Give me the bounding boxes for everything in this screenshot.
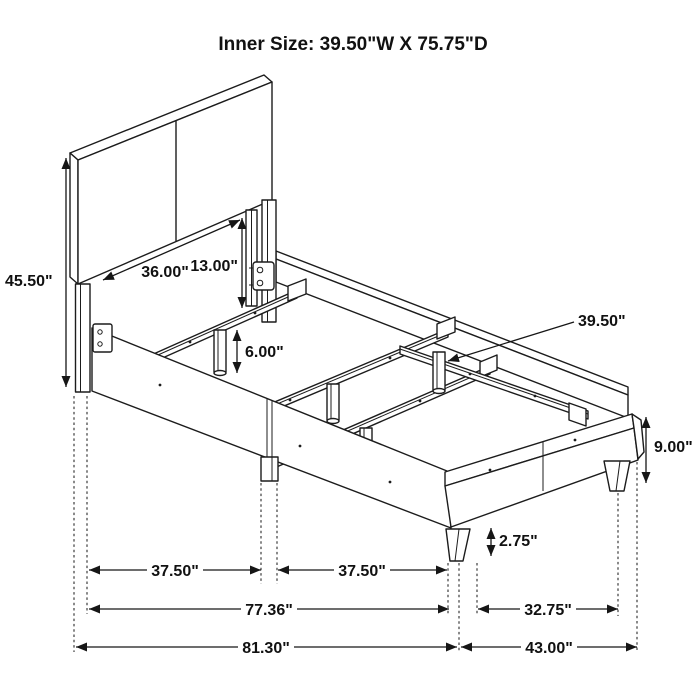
dim-overall-length-label: 81.30" (242, 640, 290, 657)
slat-2-right-support-leg (433, 352, 445, 394)
dim-rail-length (89, 601, 449, 619)
dim-rail-segment-front (89, 562, 261, 580)
dim-foot-leg-height (491, 528, 538, 556)
dim-inner-width-label: 39.50" (578, 313, 626, 330)
footboard-far-leg (604, 461, 630, 491)
dim-rail-height-label: 9.00" (654, 439, 693, 456)
dim-rail-height (646, 417, 693, 483)
dim-center-leg-height-label: 6.00" (245, 344, 284, 361)
dim-footboard-leg-span (478, 601, 618, 619)
dim-overall-width-label: 43.00" (525, 640, 573, 657)
footboard (445, 414, 644, 561)
center-beam-end-plate (569, 403, 586, 426)
footboard-front-leg (446, 529, 470, 561)
dim-rail-length-label: 77.36" (245, 602, 293, 619)
side-rail-end-bracket (93, 324, 112, 352)
page-title: Inner Size: 39.50"W X 75.75"D (218, 34, 488, 55)
headboard-left-post (76, 284, 91, 392)
dim-headboard-width-label: 36.00" (141, 264, 189, 281)
headboard-left-edge (70, 153, 78, 284)
dim-footboard-leg-span-label: 32.75" (524, 602, 572, 619)
dim-overall-length (76, 639, 457, 657)
dim-headboard-height-label: 45.50" (5, 273, 53, 290)
dim-overall-width (461, 639, 637, 657)
dim-foot-leg-height-label: 2.75" (499, 533, 538, 550)
dim-rail-segment-rear-label: 37.50" (338, 563, 386, 580)
headboard-rear-leg (246, 210, 257, 306)
dim-headboard-to-slat-label: 13.00" (190, 258, 238, 275)
dim-center-leg-height (237, 330, 284, 373)
dim-rail-segment-rear (278, 562, 447, 580)
side-rail-mid-leg (261, 457, 278, 481)
dim-rail-segment-front-label: 37.50" (151, 563, 199, 580)
headboard-bracket (249, 262, 274, 290)
dim-headboard-height (5, 158, 66, 387)
slat-2-support-leg (327, 384, 339, 424)
slat-1-support-leg (214, 330, 226, 376)
